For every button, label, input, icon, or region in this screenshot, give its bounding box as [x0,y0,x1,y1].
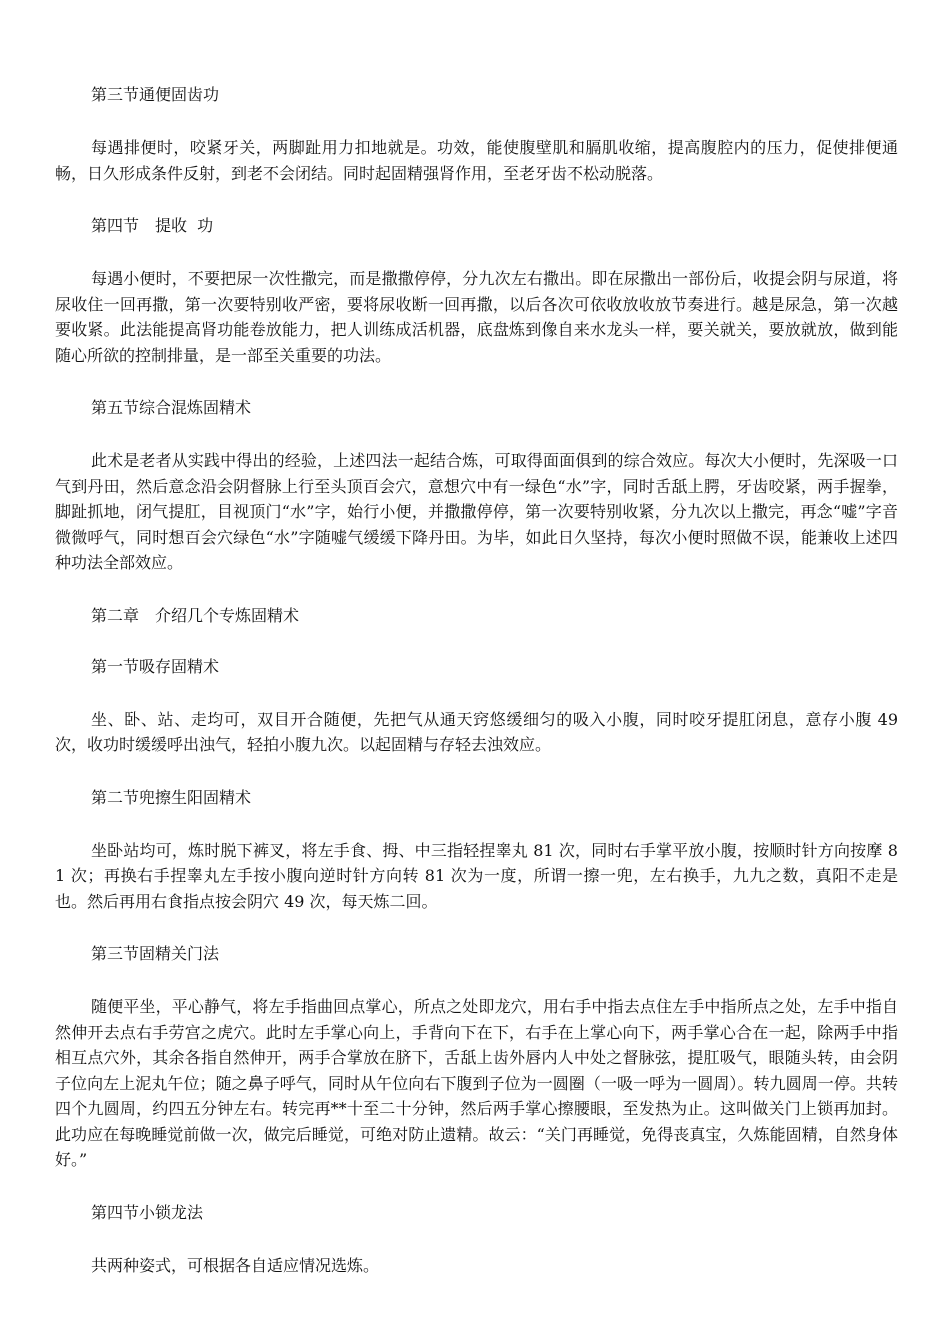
paragraph: 坐卧站均可，炼时脱下裤叉，将左手食、拇、中三指轻捏睾丸 81 次，同时右手掌平放小腹，按顺时针方向按摩 81 次；再换右手捏睾丸左手按小腹向逆时针方向转 81 次为一度，所谓一擦一兜，左右换手，九九之数，真阳不走是也。然后再用右食指点按会阴穴 49 次，每天炼二回。 [55,840,898,911]
section-heading: 第四节 提收 功 [91,216,214,235]
section-heading: 第五节综合混炼固精术 [91,398,252,417]
paragraph: 每遇小便时，不要把尿一次性撒完，而是撒撒停停，分九次左右撒出。即在尿撒出一部份后，收提会阴与尿道，将尿收住一回再撒，第一次要特别收严密，要将尿收断一回再撒，以后各次可依收放收放节奏进行。越是尿急，第一次越要收紧。此法能提高肾功能卷放能力，把人训练成活机器，底盘炼到像自来水龙头一样，要关就关，要放就放，做到能随心所欲的控制排量，是一部至关重要的功法。 [55,269,898,365]
section-heading: 第二节兜擦生阳固精术 [91,787,252,807]
paragraph: 随便平坐，平心静气，将左手指曲回点掌心，所点之处即龙穴，用右手中指去点住左手中指所点之处，左手中指自然伸开去点右手劳宫之虎穴。此时左手掌心向上，手背向下在下，右手在上掌心向下，两手掌心合在一起，除两手中指相互点穴外，其余各指自然伸开，两手合掌放在脐下，舌舐上齿外唇内人中处之督脉弦，提肛吸气，眼随头转，由会阴子位向左上泥丸午位；随之鼻子呼气，同时从午位向右下腹到子位为一圆圈（一吸一呼为一圆周）。转九圆周一停。共转四个九圆周，约四五分钟左右。转完再**十至二十分钟，然后两手掌心擦腰眼，至发热为止。这叫做关门上锁再加封。此功应在每晚睡觉前做一次，做完后睡觉，可绝对防止遗精。故云：“关门再睡觉，免得丧真宝，久炼能固精，自然身体好。” [55,997,898,1169]
paragraph: 坐、卧、站、走均可，双目开合随便，先把气从通天窍悠缓细匀的吸入小腹，同时咬牙提肛闭息，意存小腹 49 次，收功时缓缓呼出浊气，轻拍小腹九次。以起固精与存轻去浊效应。 [55,709,898,754]
section-heading: 第四节小锁龙法 [91,1202,204,1222]
section-heading: 第一节吸存固精术 [91,656,220,676]
paragraph: 共两种姿式，可根据各自适应情况选炼。 [91,1255,380,1275]
paragraph: 每遇排便时，咬紧牙关，两脚趾用力扣地就是。功效，能使腹壁肌和膈肌收缩，提高腹腔内的压力，促使排便通畅，日久形成条件反射，到老不会闭结。同时起固精强肾作用，至老牙齿不松动脱落。 [55,138,898,183]
document-page [55,84,898,1307]
chapter-heading: 第二章 介绍几个专炼固精术 [91,605,300,625]
section-heading: 第三节通便固齿功 [91,85,220,104]
section-heading: 第三节固精关门法 [91,944,220,963]
paragraph: 此术是老者从实践中得出的经验，上述四法一起结合炼，可取得面面俱到的综合效应。每次大小便时，先深吸一口气到丹田，然后意念沿会阴督脉上行至头顶百会穴，意想穴中有一绿色“水”字，同时舌舐上腭，牙齿咬紧，两手握拳，脚趾抓地，闭气提肛，目视顶门“水”字，始行小便，并撒撒停停，第一次要特别收紧，分九次以上撒完，再念“嘘”字音微微呼气，同时想百会穴绿色“水”字随嘘气缓缓下降丹田。为毕，如此日久坚持，每次小便时照做不误，能兼收上述四种功法全部效应。 [55,451,898,572]
